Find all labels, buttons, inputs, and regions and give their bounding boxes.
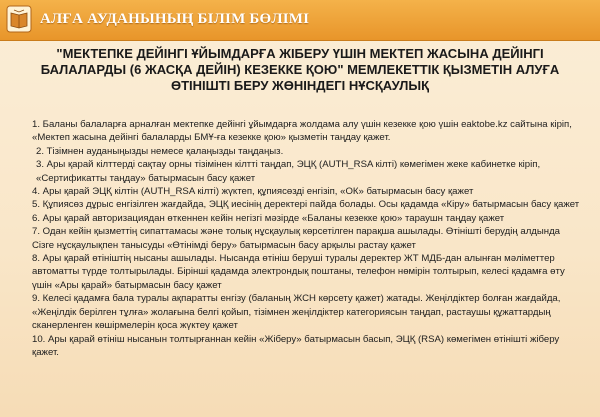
step-item: 4. Ары қарай ЭЦҚ кілтін (AUTH_RSA кілті) жүктеп, құпиясөзді енгізіп, «ОК» батырмасын басу қажет — [32, 186, 474, 198]
step-item: 7. Одан кейін қызметтің сипаттамасы және толық нұсқаулық көрсетілген парақша ашылады. Өтінішті берудің алдында Сізге нұсқаулықпен танысуды «Өтінімді беру» батырмасын басу арқылы растау қажет — [32, 226, 561, 251]
step-item: 1. Баланы балаларға арналған мектепке дейінгі ұйымдарға жолдама алу үшін кезекке қою үшін eaktobe.kz сайтына кіріп, «Мектеп жасына дейінгі балаларды БМҰ-ға кезекке қою» қызметін таңдау қажет. — [32, 119, 572, 144]
header-bar — [0, 0, 600, 41]
step-item: 10. Ары қарай өтініш нысанын толтырғаннан кейін «Жіберу» батырмасын басып, ЭЦҚ (RSA) көмегімен өтінішті жіберу қажет. — [32, 333, 560, 358]
step-item: 6. Ары қарай авторизациядан өткеннен кейін негізгі мәзірде «Баланы кезекке қою» тараушн таңдау қажет — [32, 212, 505, 224]
instruction-steps — [32, 118, 580, 359]
step-item: 8. Ары қарай өтініштің нысаны ашылады. Нысанда өтініш беруші туралы деректер ЖТ МДБ-дан алынған мәліметтер автоматты түрде толтырылады. Бірінші қадамда электрондық поштаны, телефон нөмірін толтырып, келесі қадамға өту үшін «Ары қарай» батырмасын басу қажет — [32, 253, 565, 291]
book-logo-icon — [6, 5, 32, 33]
step-item: 5. Құпиясөз дұрыс енгізілген жағдайда, ЭЦҚ иесінің деректері пайда болады. Осы қадамда «Кіру» батырмасын басу қажет — [32, 199, 580, 211]
step-item: 3. Ары қарай кілттерді сақтау орны тізімінен кілтті таңдап, ЭЦҚ (AUTH_RSA кілті) көмегімен жеке кабинетке кіріп, «Сертификатты таңдау» батырмасын басу қажет — [36, 159, 541, 184]
document-title: "МЕКТЕПКЕ ДЕЙІНГІ ҰЙЫМДАРҒА ЖІБЕРУ ҮШІН МЕКТЕП ЖАСЫНА ДЕЙІНГІ БАЛАЛАРДЫ (6 ЖАСҚА ДЕЙІН) КЕЗЕККЕ ҚОЮ" МЕМЛЕКЕТТІК ҚЫЗМЕТІН АЛУҒА ӨТІНІШТІ БЕРУ ЖӨНІНДЕГІ НҰСҚАУЛЫҚ — [40, 46, 560, 93]
step-item: 9. Келесі қадамға бала туралы ақпаратты енгізу (баланың ЖСН көрсету қажет) жатады. Жеңілдіктер болған жағдайда, «Жеңілдік берілген тұлға» жолағына белгі қойып, тізімнен жеңілдіктер категориясын таңдап, растаушы құжаттардың сканерленген көшірмелерін қоса жүктеу қажет — [32, 293, 561, 332]
step-item: 2. Тізімнен ауданыңызды немесе қалаңызды таңдаңыз. — [36, 145, 284, 157]
organization-name: АЛҒА АУДАНЫНЫҢ БІЛІМ БӨЛІМІ — [40, 11, 310, 27]
